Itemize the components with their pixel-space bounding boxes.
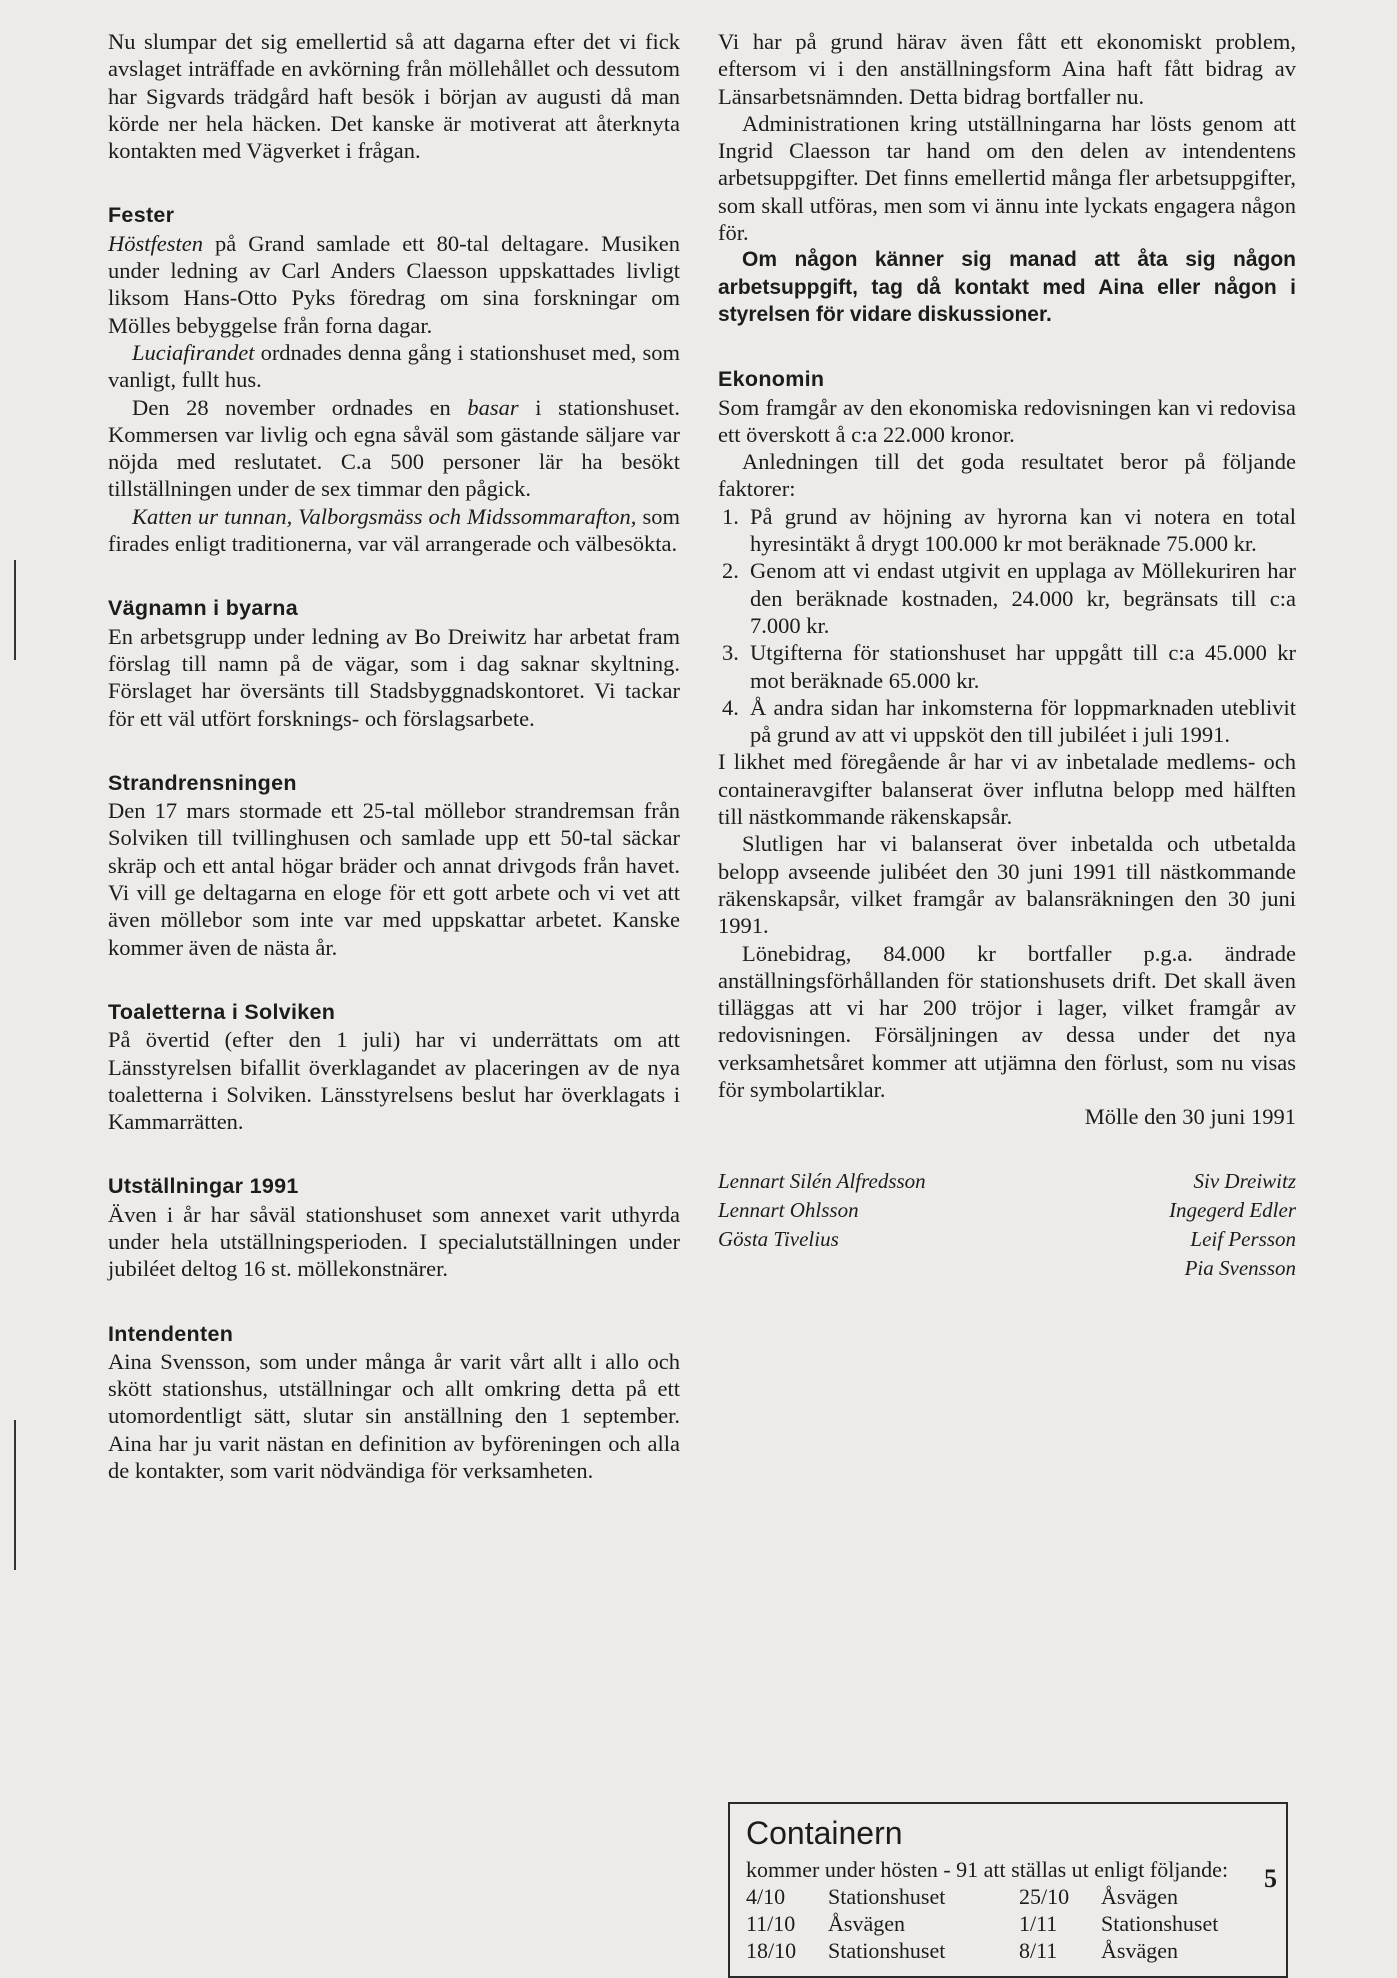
signature: Leif Persson: [1190, 1226, 1296, 1251]
fester-p3: [108, 394, 680, 503]
heading-vagnamn: Vägnamn i byarna: [108, 596, 298, 621]
basar-em: basar: [467, 394, 519, 420]
heading-toaletter: Toaletterna i Solviken: [108, 999, 336, 1024]
signature: Ingegerd Edler: [1169, 1197, 1296, 1222]
heading-strand: Strandrensningen: [108, 770, 297, 795]
ekonomin-p4: Slutligen har vi balanserat över inbetalda och utbetalda belopp avseende julibéet den 30 juni 1991 till nästkommande räkenskapsår, vilket framgår av balansräkningen den 30 juni 1991.: [718, 831, 1296, 939]
strand-text: Den 17 mars stormade ett 25-tal möllebor strandremsan från Solviken till tvillinghusen och samlade upp ett 50-tal säckar skräp och ett antal högar bräder och annat drivgods från havet. Vi vill ge deltagarna en eloge för ett gott arbete och vi vet att även möllebor som inte var med uppskattar arbetet. Kanske kommer även de nästa år.: [108, 798, 680, 960]
heading-fester: Fester: [108, 203, 175, 228]
schedule-date: 18/10: [746, 1938, 797, 1963]
signature: Pia Svensson: [1184, 1255, 1296, 1280]
katten-em: Katten ur tunnan, Valborgsmäss och Midssommarafton,: [132, 503, 637, 529]
right-p3-bold: Om någon känner sig manad att åta sig någon arbetsuppgift, tag då kontakt med Aina eller någon i styrelsen för vidare diskussioner.: [718, 248, 1296, 326]
fester-p1: [108, 230, 680, 339]
schedule-entry: [1019, 1883, 1272, 1910]
signature: Gösta Tivelius: [718, 1226, 839, 1251]
list-item: [718, 557, 1296, 639]
section-utstallningar: [108, 1173, 680, 1282]
fester-p2-text: ordnades denna gång i stationshuset med, som vanligt, fullt hus.: [108, 339, 680, 393]
signatures-right: [1169, 1167, 1296, 1283]
schedule-entry: [1019, 1910, 1272, 1937]
list-item-text: Genom att vi endast utgivit en upplaga av Möllekuriren har den beräknade kostnaden, 24.000 kr, begränsats till c:a 7.000 kr.: [750, 558, 1296, 638]
fester-p4-text: som firades enligt traditionerna, var väl arrangerade och välbesökta.: [108, 503, 680, 557]
schedule-place: Åsvägen: [828, 1911, 905, 1936]
margin-mark: [14, 560, 16, 660]
schedule-entry: [746, 1910, 999, 1937]
section-intendenten: [108, 1321, 680, 1485]
left-column: [108, 28, 680, 1484]
toaletter-text: På övertid (efter den 1 juli) har vi underrättats om att Länsstyrelsen bifallit överklagandet av placeringen av de nya toaletterna i Solviken. Länsstyrelsens beslut har överklagats i Kammarrätten.: [108, 1027, 680, 1135]
ekonomin-p5: Lönebidrag, 84.000 kr bortfaller p.g.a. ändrade anställningsförhållanden för stationshusets drift. Det skall även tilläggas att vi har 200 tröjor i lager, vilket framgår av redovisningen. Försäljningen av dessa under det nya verksamhetsåret kommer att utjämna den förlust, som nu visas för symbolartiklar.: [718, 940, 1296, 1102]
luciafirandet-em: Luciafirandet: [132, 339, 255, 365]
schedule-place: Stationshuset: [828, 1938, 946, 1963]
margin-mark: [14, 1420, 16, 1570]
right-p2: Administrationen kring utställningarna har lösts genom att Ingrid Claesson tar hand om den delen av intendentens arbetsuppgifter. Det finns emellertid många fler arbetsuppgifter, som skall utföras, men som vi ännu inte lyckats engagera någon för.: [718, 110, 1296, 246]
schedule-date: 11/10: [746, 1911, 796, 1936]
schedule-place: Stationshuset: [828, 1884, 946, 1909]
fester-p2: [108, 339, 680, 394]
schedule-entry: [746, 1937, 999, 1964]
ekonomin-p2: Anledningen till det goda resultatet beror på följande faktorer:: [718, 449, 1296, 502]
list-item: [718, 639, 1296, 694]
section-toaletter: [108, 999, 680, 1135]
factor-list: [718, 503, 1296, 749]
list-item: [718, 694, 1296, 749]
intro-paragraph: Nu slumpar det sig emellertid så att dagarna efter det vi fick avslaget inträffade en avkörning från möllehållet och dessutom har Sigvards trädgård haft besök i början av augusti då man körde ner hela häcken. Det kanske är motiverat att återknyta kontakten med Vägverket i frågan.: [108, 29, 680, 164]
schedule-place: Åsvägen: [1101, 1884, 1178, 1909]
list-item-text: På grund av höjning av hyrorna kan vi notera en total hyresintäkt å drygt 100.000 kr mot beräknade 75.000 kr.: [750, 503, 1296, 557]
fester-p1-text: på Grand samlade ett 80-tal deltagare. Musiken under ledning av Carl Anders Claesson uppskattades livligt liksom Hans-Otto Pyks föredrag om sina forskningar om Mölles bebyggelse från forna dagar.: [108, 230, 680, 338]
schedule-date: 25/10: [1019, 1884, 1070, 1909]
heading-utstallningar: Utställningar 1991: [108, 1174, 299, 1199]
signature: Siv Dreiwitz: [1193, 1168, 1296, 1193]
fester-p4: [108, 503, 680, 558]
right-p1: Vi har på grund härav även fått ett ekonomiskt problem, eftersom vi i den anställningsform Aina haft fått bidrag av Länsarbetsnämnden. Detta bidrag bortfaller nu.: [718, 29, 1296, 109]
container-title: Containern: [746, 1815, 903, 1851]
section-vagnamn: [108, 595, 680, 731]
hostfesten-em: Höstfesten: [108, 230, 203, 256]
section-strand: [108, 770, 680, 961]
list-item-number: 1.: [722, 503, 739, 529]
schedule-entry: [1019, 1937, 1272, 1964]
signatures: [718, 1167, 1296, 1283]
ekonomin-p3: I likhet med föregående år har vi av inbetalade medlems- och containeravgifter balanserat över influtna belopp med hälften till nästkommande räkenskapsår.: [718, 749, 1296, 830]
section-ekonomin: [718, 366, 1296, 1130]
ekonomin-p1: Som framgår av den ekonomiska redovisningen kan vi redovisa ett överskott å c:a 22.000 kronor.: [718, 394, 1296, 447]
list-item-number: 2.: [722, 558, 739, 584]
heading-ekonomin: Ekonomin: [718, 367, 825, 392]
place-date: Mölle den 30 juni 1991: [1084, 1104, 1296, 1130]
container-notice-box: [728, 1802, 1288, 1978]
heading-intendenten: Intendenten: [108, 1321, 234, 1346]
schedule-entry: [746, 1883, 999, 1910]
section-fester: [108, 202, 680, 557]
vagnamn-text: En arbetsgrupp under ledning av Bo Dreiwitz har arbetat fram förslag till namn på de vägar, som i dag saknar skyltning. Förslaget har översänts till Stadsbyggnadskontoret. Vi tackar för ett väl utfört forsknings- och förslagsarbete.: [108, 623, 680, 731]
utstallningar-text: Även i år har såväl stationshuset som annexet varit uthyrda under hela utställningsperioden. I specialutställningen under jubiléet deltog 16 st. möllekonstnärer.: [108, 1201, 680, 1282]
schedule-place: Åsvägen: [1101, 1938, 1178, 1963]
list-item-text: Utgifterna för stationshuset har uppgått till c:a 45.000 kr mot beräknade 65.000 kr.: [750, 640, 1296, 693]
list-item-number: 4.: [722, 694, 739, 720]
container-text: kommer under hösten - 91 att ställas ut enligt följande:: [746, 1857, 1229, 1882]
fester-p3-text: i stationshuset. Kommersen var livlig och egna såväl som gästande säljare var nöjda med reslutatet. C.a 500 personer lär ha besökt tillställningen under de sex timmar den pågick.: [108, 394, 680, 502]
list-item-text: Å andra sidan har inkomsterna för loppmarknaden uteblivit på grund av att vi uppsköt den till jubiléet i juli 1991.: [750, 694, 1296, 748]
container-schedule: [746, 1883, 1272, 1964]
right-column: [718, 28, 1296, 1283]
schedule-date: 4/10: [746, 1884, 786, 1909]
intendenten-text: Aina Svensson, som under många år varit vårt allt i allo och skött stationshus, utställningar och allt omkring detta på ett utomordentligt sätt, slutar sin anställning den 1 september. Aina har ju varit nästan en definition av byföreningen och alla de kontakter, som varit nödvändiga för verksamheten.: [108, 1348, 680, 1484]
schedule-date: 8/11: [1019, 1938, 1058, 1963]
list-item: [718, 503, 1296, 558]
signature: Lennart Ohlsson: [718, 1197, 859, 1222]
schedule-place: Stationshuset: [1101, 1911, 1219, 1936]
schedule-date: 1/11: [1019, 1911, 1058, 1936]
signature: Lennart Silén Alfredsson: [718, 1168, 926, 1193]
signatures-left: [718, 1167, 926, 1283]
fester-p3-pre: Den 28 november ordnades en: [132, 394, 468, 420]
list-item-number: 3.: [722, 640, 739, 666]
page-number: 5: [1264, 1864, 1277, 1893]
